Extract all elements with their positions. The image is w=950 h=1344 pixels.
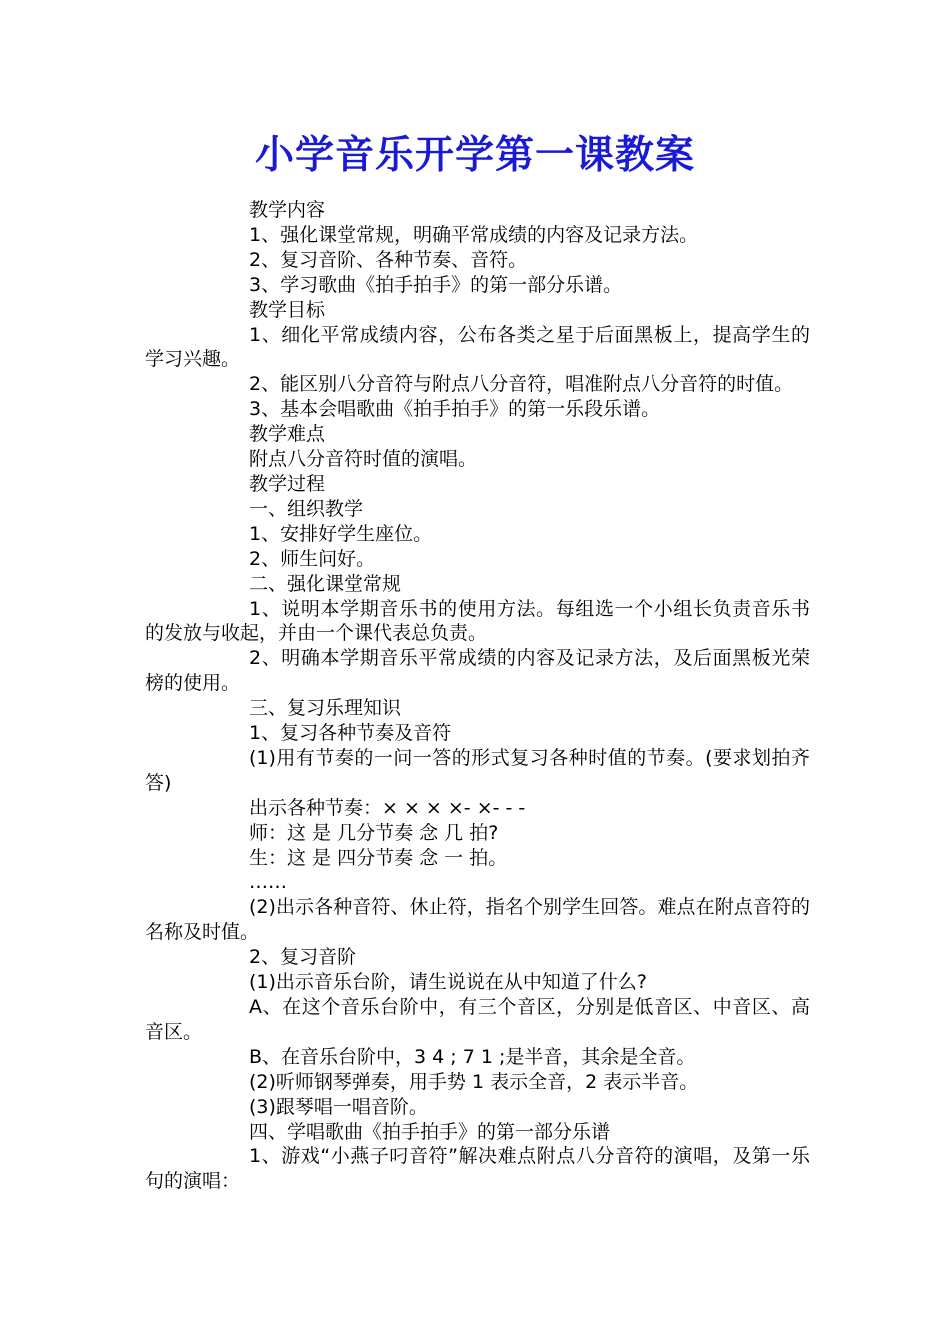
section-heading: 二、强化课堂常规 <box>249 572 402 595</box>
paragraph: B、在音乐台阶中，3 4 ; 7 1 ;是半音，其余是全音。 <box>249 1045 696 1068</box>
document-title: 小学音乐开学第一课教案 <box>254 133 695 178</box>
paragraph: 生：这 是 四分节奏 念 一 拍。 <box>249 846 508 869</box>
paragraph: (3)跟琴唱一唱音阶。 <box>249 1095 428 1118</box>
paragraph: 2、能区别八分音符与附点八分音符，唱准附点八分音符的时值。 <box>249 373 794 396</box>
paragraph: A、在这个音乐台阶中，有三个音区，分别是低音区、中音区、高音区。 <box>145 996 810 1043</box>
paragraph: (1)用有节奏的一问一答的形式复习各种时值的节奏。(要求划拍齐答) <box>145 746 810 794</box>
heading-difficulty: 教学难点 <box>249 423 326 446</box>
paragraph: (2)出示各种音符、休止符，指名个别学生回答。难点在附点音符的名称及时值。 <box>145 896 810 944</box>
heading-content: 教学内容 <box>249 199 326 221</box>
section-heading: 三、复习乐理知识 <box>249 697 402 720</box>
heading-process: 教学过程 <box>249 472 326 495</box>
paragraph: 1、细化平常成绩内容，公布各类之星于后面黑板上，提高学生的学习兴趣。 <box>145 323 810 371</box>
heading-objectives: 教学目标 <box>249 298 326 321</box>
paragraph: 师：这 是 几分节奏 念 几 拍? <box>249 821 499 844</box>
paragraph: 1、强化课堂常规，明确平常成绩的内容及记录方法。 <box>249 223 699 246</box>
paragraph: 2、师生问好。 <box>249 547 376 570</box>
paragraph: 3、学习歌曲《拍手拍手》的第一部分乐谱。 <box>249 273 623 296</box>
paragraph: 2、复习音阶 <box>249 946 357 969</box>
paragraph: …… <box>249 871 287 894</box>
paragraph: (1)出示音乐台阶，请生说说在从中知道了什么? <box>249 971 647 994</box>
paragraph: 2、复习音阶、各种节奏、音符。 <box>249 248 528 271</box>
paragraph: 附点八分音符时值的演唱。 <box>249 448 478 471</box>
paragraph: 1、复习各种节奏及音符 <box>249 722 452 745</box>
paragraph: 2、明确本学期音乐平常成绩的内容及记录方法，及后面黑板光荣榜的使用。 <box>145 647 810 695</box>
paragraph: 1、安排好学生座位。 <box>249 522 433 545</box>
paragraph: 1、游戏“小燕子叼音符”解决难点附点八分音符的演唱，及第一乐句的演唱： <box>145 1145 810 1193</box>
section-heading: 四、学唱歌曲《拍手拍手》的第一部分乐谱 <box>249 1120 611 1143</box>
paragraph: 1、说明本学期音乐书的使用方法。每组选一个小组长负责音乐书的发放与收起，并由一个课代表总负责。 <box>145 597 810 645</box>
section-heading: 一、组织教学 <box>249 497 364 520</box>
paragraph: 3、基本会唱歌曲《拍手拍手》的第一乐段乐谱。 <box>249 398 661 421</box>
paragraph: 出示各种节奏：× × × ×- ×- - - <box>249 796 526 819</box>
document-body <box>145 198 810 1194</box>
paragraph: (2)听师钢琴弹奏，用手势 1 表示全音，2 表示半音。 <box>249 1070 699 1093</box>
